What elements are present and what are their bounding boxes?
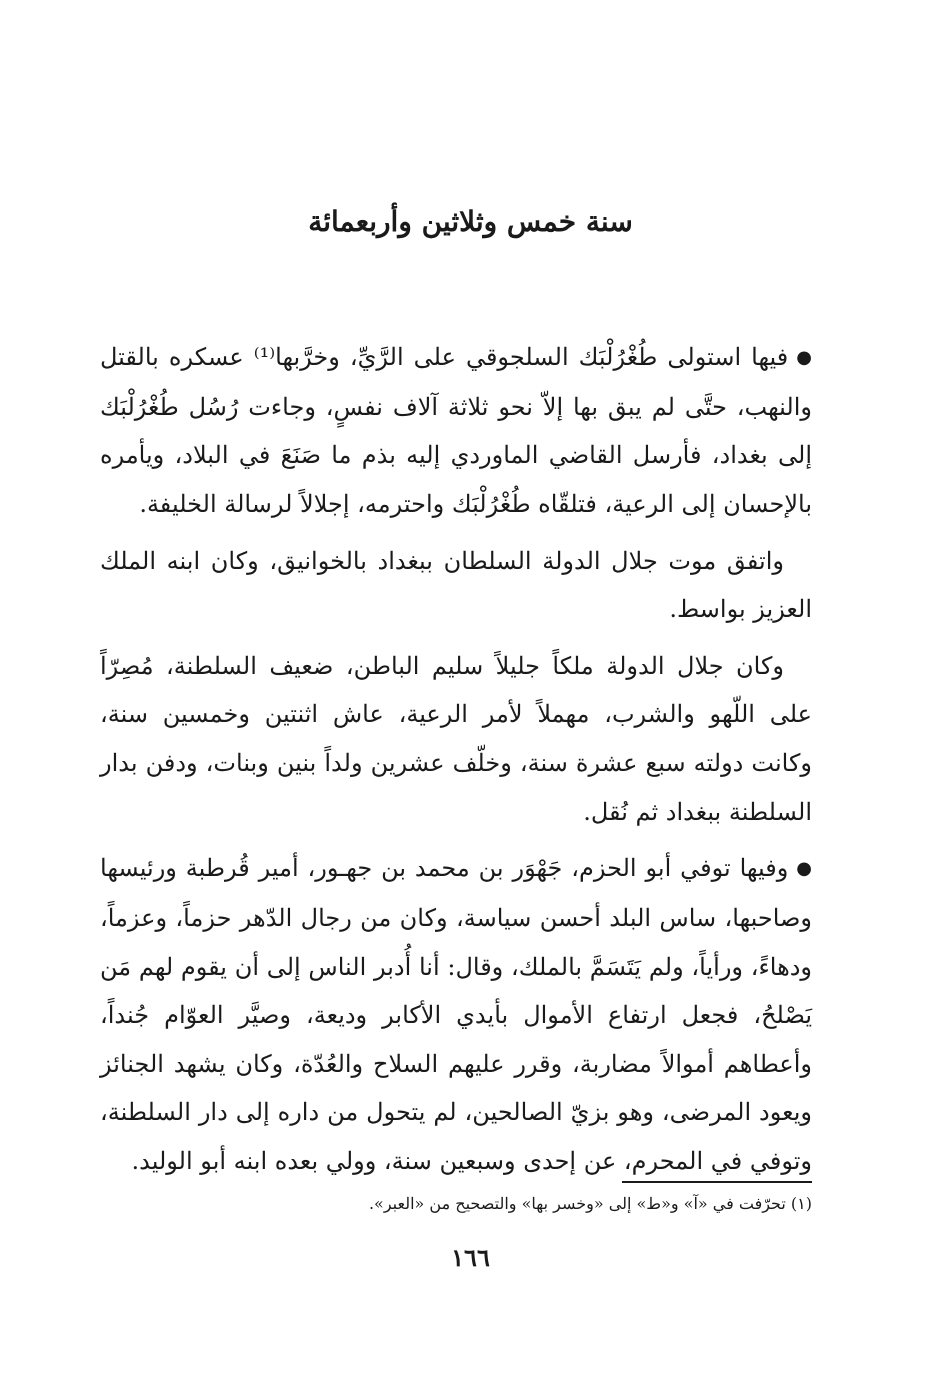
footnote-divider [622,1181,812,1183]
paragraph-text: فيها استولى طُغْرُلْبَك السلجوقي على الرَّيِّ، وخرَّبها⁽¹⁾ عسكره بالقتل والنهب، حتَّى لم يبق بها إلاّ نحو ثلاثة آلاف نفسٍ، وجاءت رُسُل طُغْرُلْبَك إلى بغداد، فأرسل القاضي الماوردي إليه بذم ما صَنَعَ في البلاد، ويأمره بالإحسان إلى الرعية، فتلقّاه طُغْرُلْبَك واحترمه، إجلالاً لرسالة الخليفة. [100,343,812,518]
paragraph-text: واتفق موت جلال الدولة السلطان ببغداد بالخوانيق، وكان ابنه الملك العزيز بواسط. [100,546,812,624]
paragraph [100,333,812,529]
chapter-title: سنة خمس وثلاثين وأربعمائة [308,205,633,238]
paragraph [100,537,812,634]
paragraph-text: وكان جلال الدولة ملكاً جليلاً سليم الباطن، ضعيف السلطنة، مُصِرّاً على اللّهو والشرب، مهملاً لأمر الرعية، عاش اثنتين وخمسين سنة، وكانت دولته سبع عشرة سنة، وخلّف عشرين ولداً بنين وبنات، ودفن بدار السلطنة ببغداد ثم نُقل. [100,651,812,826]
paragraph [100,642,812,836]
bullet-icon: ● [796,858,812,880]
bullet-icon: ● [796,347,812,369]
footnote: (١) تحرّفت في «آ» و«ط» إلى «وخسر بها» والتصحيح من «العبر». [368,1194,812,1213]
paragraph [100,844,812,1185]
body-text [100,333,812,1194]
paragraph-text: وفيها توفي أبو الحزم، جَهْوَر بن محمد بن جهـور، أمير قُرطبة ورئيسها وصاحبها، ساس البلد أحسن سياسة، وكان من رجال الدّهر حزماً، وعزماً، ودهاءً، ورأياً، ولم يَتَسَمَّ بالملك، وقال: أنا أُدبر الناس إلى أن يقوم لهم مَن يَصْلحُ، فجعل ارتفاع الأموال بأيدي الأكابر وديعة، وصيَّر العوّام جُنداً، وأعطاهم أموالاً مضاربة، وقرر عليهم السلاح والعُدّة، وكان يشهد الجنائز ويعود المرضى، وهو بزيّ الصالحين، لم يتحول من داره إلى دار السلطنة، وتوفي في المحرم، عن إحدى وسبعين سنة، وولي بعده ابنه أبو الوليد. [100,854,812,1175]
page-number: ١٦٦ [451,1243,490,1272]
